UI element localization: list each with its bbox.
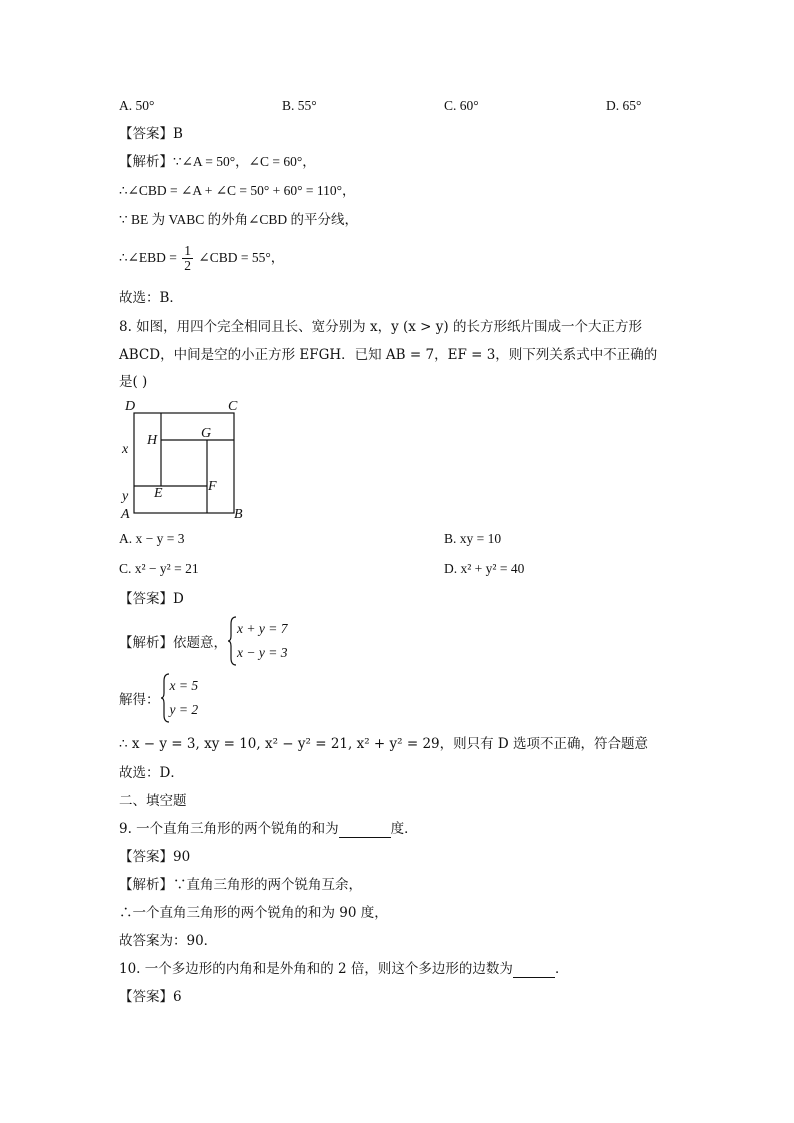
- system-eq2: x − y = 3: [237, 645, 288, 660]
- q7-option-b: B. 55°: [282, 98, 317, 113]
- label-x: x: [122, 442, 129, 457]
- q8-option-a: A. x − y = 3: [119, 531, 185, 546]
- q7-analysis-label: 【解析】: [119, 154, 173, 170]
- label-e: E: [154, 486, 163, 501]
- q10-stem: [119, 960, 568, 978]
- q10-stem-pre: 10. 一个多边形的内角和是外角和的 2 倍，则这个多边形的边数为: [119, 961, 513, 977]
- fraction-numerator: 1: [184, 243, 192, 259]
- q9-analysis-line2: ∴一个直角三角形的两个锐角的和为 90 度，: [119, 905, 388, 921]
- q9-analysis: 【解析】∵直角三角形的两个锐角互余，: [119, 877, 362, 893]
- solution-x: x = 5: [169, 678, 199, 693]
- q7-option-a: A. 50°: [119, 98, 155, 113]
- q8-stem-line3: 是( ): [119, 374, 148, 390]
- q9-stem-pre: 9. 一个直角三角形的两个锐角的和为: [119, 821, 339, 837]
- q9-analysis-line3: 故答案为：90．: [119, 933, 218, 949]
- q8-stem-line2: ABCD，中间是空的小正方形 EFGH．已知 AB = 7，EF = 3，则下列关系式中不正确的: [119, 347, 658, 363]
- label-f: F: [208, 479, 217, 494]
- q7-line4-pre: ∴∠EBD =: [119, 250, 177, 265]
- square-figure: [118, 396, 250, 524]
- q10-answer: 【答案】6: [119, 989, 182, 1005]
- label-h: H: [147, 433, 158, 448]
- q8-answer: 【答案】D: [119, 591, 184, 607]
- q8-conclusion: ∴ x − y = 3, xy = 10, x² − y² = 21, x² + y² = 29，则只有 D 选项不正确，符合题意: [119, 736, 649, 752]
- q7-option-c: C. 60°: [444, 98, 479, 113]
- q8-stem-line1: 8. 如图，用四个完全相同且长、宽分别为 x，y (x > y) 的长方形纸片围成一个大正方形: [119, 319, 642, 335]
- q8-solution-system: [119, 673, 198, 723]
- q7-line4-post: ∠CBD = 55°，: [198, 250, 285, 265]
- q9-stem-post: 度．: [390, 821, 418, 837]
- label-y: y: [122, 489, 129, 504]
- q8-option-d: D. x² + y² = 40: [444, 561, 525, 576]
- q8-choose: 故选：D．: [119, 765, 184, 781]
- label-c: C: [228, 399, 238, 414]
- left-brace-icon: [160, 673, 170, 723]
- q7-analysis-line2: ∴∠CBD = ∠A + ∠C = 50° + 60° = 110°，: [119, 183, 356, 198]
- label-d: D: [125, 399, 136, 414]
- left-brace-icon: [227, 616, 237, 666]
- q7-analysis-text1: ∵∠A = 50°，∠C = 60°，: [173, 154, 316, 169]
- q8-solve-label: 解得：: [119, 692, 160, 708]
- fraction-one-half: [182, 244, 193, 273]
- q8-option-b: B. xy = 10: [444, 531, 502, 546]
- q9-answer: 【答案】90: [119, 849, 191, 865]
- label-b: B: [234, 507, 243, 522]
- q9-stem: [119, 820, 418, 838]
- q7-choose: 故选：B．: [119, 290, 183, 306]
- outer-square-abcd: [134, 413, 234, 513]
- q10-stem-post: ．: [554, 961, 569, 977]
- q8-option-c: C. x² − y² = 21: [119, 561, 199, 576]
- q8-analysis-system: [119, 616, 287, 666]
- q7-analysis-line4: [119, 238, 284, 278]
- q7-analysis-line3: ∵ BE 为 VABC 的外角∠CBD 的平分线，: [119, 212, 359, 227]
- label-g: G: [201, 426, 212, 441]
- answer-blank: [339, 837, 391, 838]
- answer-blank: [513, 977, 555, 978]
- q7-answer: 【答案】B: [119, 126, 183, 142]
- label-a: A: [121, 507, 130, 522]
- solution-y: y = 2: [169, 702, 199, 717]
- q8-analysis-label: 【解析】依题意，: [119, 635, 227, 651]
- q7-analysis-line1: [119, 153, 316, 171]
- q7-option-d: D. 65°: [606, 98, 642, 113]
- section-heading: 二、填空题: [119, 793, 187, 809]
- fraction-denominator: 2: [184, 258, 192, 274]
- system-eq1: x + y = 7: [237, 621, 288, 636]
